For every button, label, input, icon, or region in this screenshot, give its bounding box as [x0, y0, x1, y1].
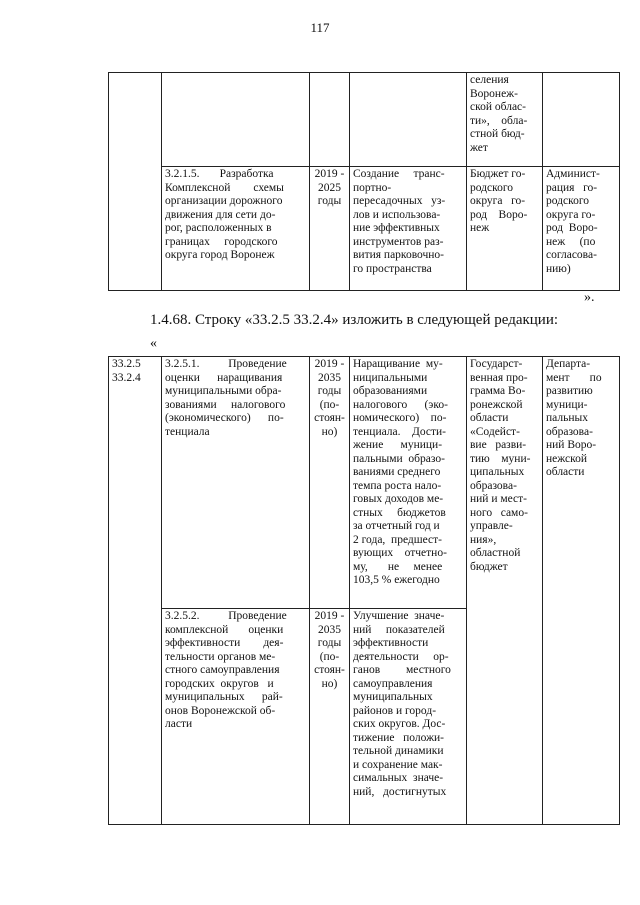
- table-replacement-row: [108, 356, 620, 825]
- text-line: неж (по: [546, 235, 596, 248]
- text-line: самоуправления: [353, 677, 433, 690]
- executor-cell: [543, 73, 620, 167]
- text-line: области: [546, 466, 585, 478]
- text-line: муниципальных: [353, 691, 433, 703]
- source-cell: [467, 357, 543, 825]
- text-line: округа го-: [546, 208, 596, 221]
- text-line: бюджет: [470, 560, 508, 573]
- text-line: портно-: [353, 181, 392, 194]
- text-line: ронежской: [470, 398, 523, 411]
- text-line: образова-: [546, 425, 593, 438]
- executor-cell: [543, 167, 620, 291]
- text-line: образова-: [470, 479, 517, 492]
- text-line: ний показателей: [353, 623, 445, 636]
- code-cell: [109, 357, 162, 825]
- text-line: нежской: [546, 452, 588, 465]
- text-line: 3.2.5.1. Проведение: [165, 358, 287, 370]
- text-line: эффективности: [353, 637, 429, 649]
- activity-cell: [162, 73, 310, 167]
- text-line: 2 года, предшест-: [353, 533, 442, 546]
- text-line: 2019 -: [314, 358, 345, 370]
- text-line: ний и мест-: [470, 493, 527, 505]
- text-line: тижение положи-: [353, 731, 445, 744]
- text-line: деятельности ор-: [353, 650, 449, 663]
- text-line: родского: [546, 195, 590, 207]
- activity-cell: [162, 609, 310, 825]
- text-line: 103,5 % ежегодно: [353, 574, 440, 586]
- opening-quote: «: [150, 336, 157, 351]
- text-line: стоян-: [314, 412, 345, 424]
- text-line: областной: [470, 547, 521, 559]
- text-line: годы: [317, 637, 342, 649]
- text-line: и сохранение мак-: [353, 758, 443, 771]
- text-line: вития парковочно-: [353, 249, 445, 261]
- text-line: Наращивание му-: [353, 358, 443, 370]
- period-cell: [310, 609, 350, 825]
- text-line: стоян-: [314, 664, 345, 676]
- text-line: движения для сети до-: [165, 208, 276, 221]
- text-line: годы: [317, 385, 342, 397]
- text-line: ния»,: [470, 533, 497, 546]
- text-line: Админист-: [546, 168, 600, 180]
- text-line: округа город Воронеж: [165, 249, 275, 261]
- text-line: Бюджет го-: [470, 168, 526, 180]
- text-line: нию): [546, 262, 571, 275]
- text-line: инструментов раз-: [353, 235, 444, 248]
- result-cell: [350, 73, 467, 167]
- text-line: тельной динамики: [353, 745, 444, 757]
- text-line: жение муници-: [353, 439, 443, 451]
- activity-cell: [162, 357, 310, 609]
- text-line: лов и использова-: [353, 208, 441, 221]
- text-line: го пространства: [353, 262, 432, 275]
- text-line: стной бюд-: [470, 128, 525, 140]
- text-line: годы: [317, 195, 342, 207]
- text-line: му, не менее: [353, 560, 443, 573]
- text-line: селения: [470, 74, 509, 86]
- text-line: темпа роста нало-: [353, 479, 442, 492]
- text-line: ного само-: [470, 506, 528, 519]
- text-line: род Воро-: [470, 208, 528, 221]
- text-line: организации дорожного: [165, 195, 283, 207]
- text-line: 3.2.5.2. Проведение: [165, 610, 287, 622]
- text-line: границах городского: [165, 235, 278, 248]
- result-cell: [350, 167, 467, 291]
- text-line: согласова-: [546, 249, 597, 261]
- result-cell: [350, 357, 467, 609]
- text-line: налогового (эко-: [353, 398, 448, 411]
- text-line: ний, достигнутых: [353, 785, 447, 798]
- text-line: номического) по-: [353, 412, 447, 424]
- text-line: 2019 -: [314, 610, 345, 622]
- text-line: ваниями среднего: [353, 466, 441, 478]
- text-line: ний Воро-: [546, 439, 597, 451]
- text-line: рог, расположенных в: [165, 222, 272, 234]
- text-line: 2035: [318, 371, 341, 384]
- text-line: комплексной оценки: [165, 623, 284, 636]
- executor-cell: [543, 357, 620, 825]
- text-line: Комплексной схемы: [165, 181, 284, 194]
- text-line: пальными образо-: [353, 452, 445, 465]
- closing-quote: ».: [584, 290, 595, 305]
- text-line: венная про-: [470, 371, 528, 384]
- source-cell: [467, 73, 543, 167]
- text-line: 2019 -: [314, 168, 345, 180]
- text-line: вующих отчетно-: [353, 547, 447, 559]
- text-line: эффективности дея-: [165, 637, 284, 649]
- table-row: [109, 167, 620, 291]
- text-line: пальных: [546, 412, 588, 424]
- text-line: развитию: [546, 385, 593, 397]
- text-line: «Содейст-: [470, 425, 520, 438]
- text-line: род Воро-: [546, 222, 598, 234]
- page-number: 117: [310, 20, 330, 35]
- text-line: области: [470, 412, 509, 424]
- text-line: тенциала. Дости-: [353, 425, 447, 438]
- text-line: (экономического) по-: [165, 412, 284, 424]
- text-line: родского: [470, 181, 514, 194]
- result-cell: [350, 609, 467, 825]
- text-line: (по-: [319, 398, 340, 411]
- text-line: онов Воронежской об-: [165, 704, 276, 717]
- text-line: 33.2.5: [112, 358, 141, 370]
- text-line: муниципальными обра-: [165, 385, 282, 397]
- source-cell: [467, 167, 543, 291]
- text-line: оценки наращивания: [165, 371, 283, 384]
- text-line: тию муни-: [470, 452, 531, 465]
- text-line: ниципальными: [353, 371, 428, 384]
- text-line: 3.2.1.5. Разработка: [165, 168, 274, 180]
- text-line: муниципальных рай-: [165, 691, 283, 703]
- text-line: симальных значе-: [353, 772, 444, 784]
- text-line: вие разви-: [470, 439, 527, 451]
- text-line: ских округов. Дос-: [353, 718, 446, 730]
- text-line: городских округов и: [165, 677, 274, 690]
- text-line: ти», обла-: [470, 114, 528, 127]
- text-line: муници-: [546, 398, 588, 411]
- period-cell: [310, 167, 350, 291]
- text-line: грамма Во-: [470, 385, 526, 397]
- text-line: ганов местного: [353, 664, 451, 676]
- text-line: ласти: [165, 718, 193, 730]
- text-line: Департа-: [546, 358, 591, 370]
- instruction-text: 1.4.68. Строку «33.2.5 33.2.4» изложить в следующей редакции:: [150, 312, 559, 328]
- period-cell: [310, 73, 350, 167]
- text-line: тельности органов ме-: [165, 650, 276, 663]
- text-line: рация го-: [546, 181, 598, 194]
- text-line: но): [321, 677, 338, 690]
- text-line: ние эффективных: [353, 222, 440, 234]
- text-line: Улучшение значе-: [353, 610, 445, 622]
- activity-cell: [162, 167, 310, 291]
- table-top-fragment: [108, 72, 620, 291]
- text-line: тенциала: [165, 425, 210, 438]
- text-line: стного самоуправления: [165, 664, 280, 676]
- text-line: пересадочных уз-: [353, 195, 446, 207]
- period-cell: [310, 357, 350, 609]
- text-line: ской облас-: [470, 101, 526, 113]
- text-line: Государст-: [470, 358, 523, 370]
- text-line: ципальных: [470, 466, 525, 478]
- code-cell: [109, 73, 162, 291]
- text-line: районов и город-: [353, 704, 437, 717]
- text-line: Воронеж-: [470, 87, 518, 100]
- text-line: 2025: [318, 181, 341, 194]
- text-line: зованиями налогового: [165, 398, 286, 411]
- text-line: за отчетный год и: [353, 520, 440, 532]
- text-line: мент по: [546, 371, 602, 384]
- text-line: 2035: [318, 623, 341, 636]
- text-line: округа го-: [470, 195, 526, 207]
- text-line: Создание транс-: [353, 168, 445, 180]
- text-line: стных бюджетов: [353, 506, 446, 519]
- text-line: неж: [470, 222, 490, 234]
- text-line: (по-: [319, 650, 340, 663]
- text-line: образованиями: [353, 385, 428, 397]
- text-line: управле-: [470, 520, 513, 532]
- text-line: но): [321, 425, 338, 438]
- table-row: [109, 357, 620, 609]
- text-line: 33.2.4: [112, 371, 141, 384]
- text-line: жет: [470, 141, 488, 154]
- text-line: говых доходов ме-: [353, 493, 444, 505]
- table-row: [109, 73, 620, 167]
